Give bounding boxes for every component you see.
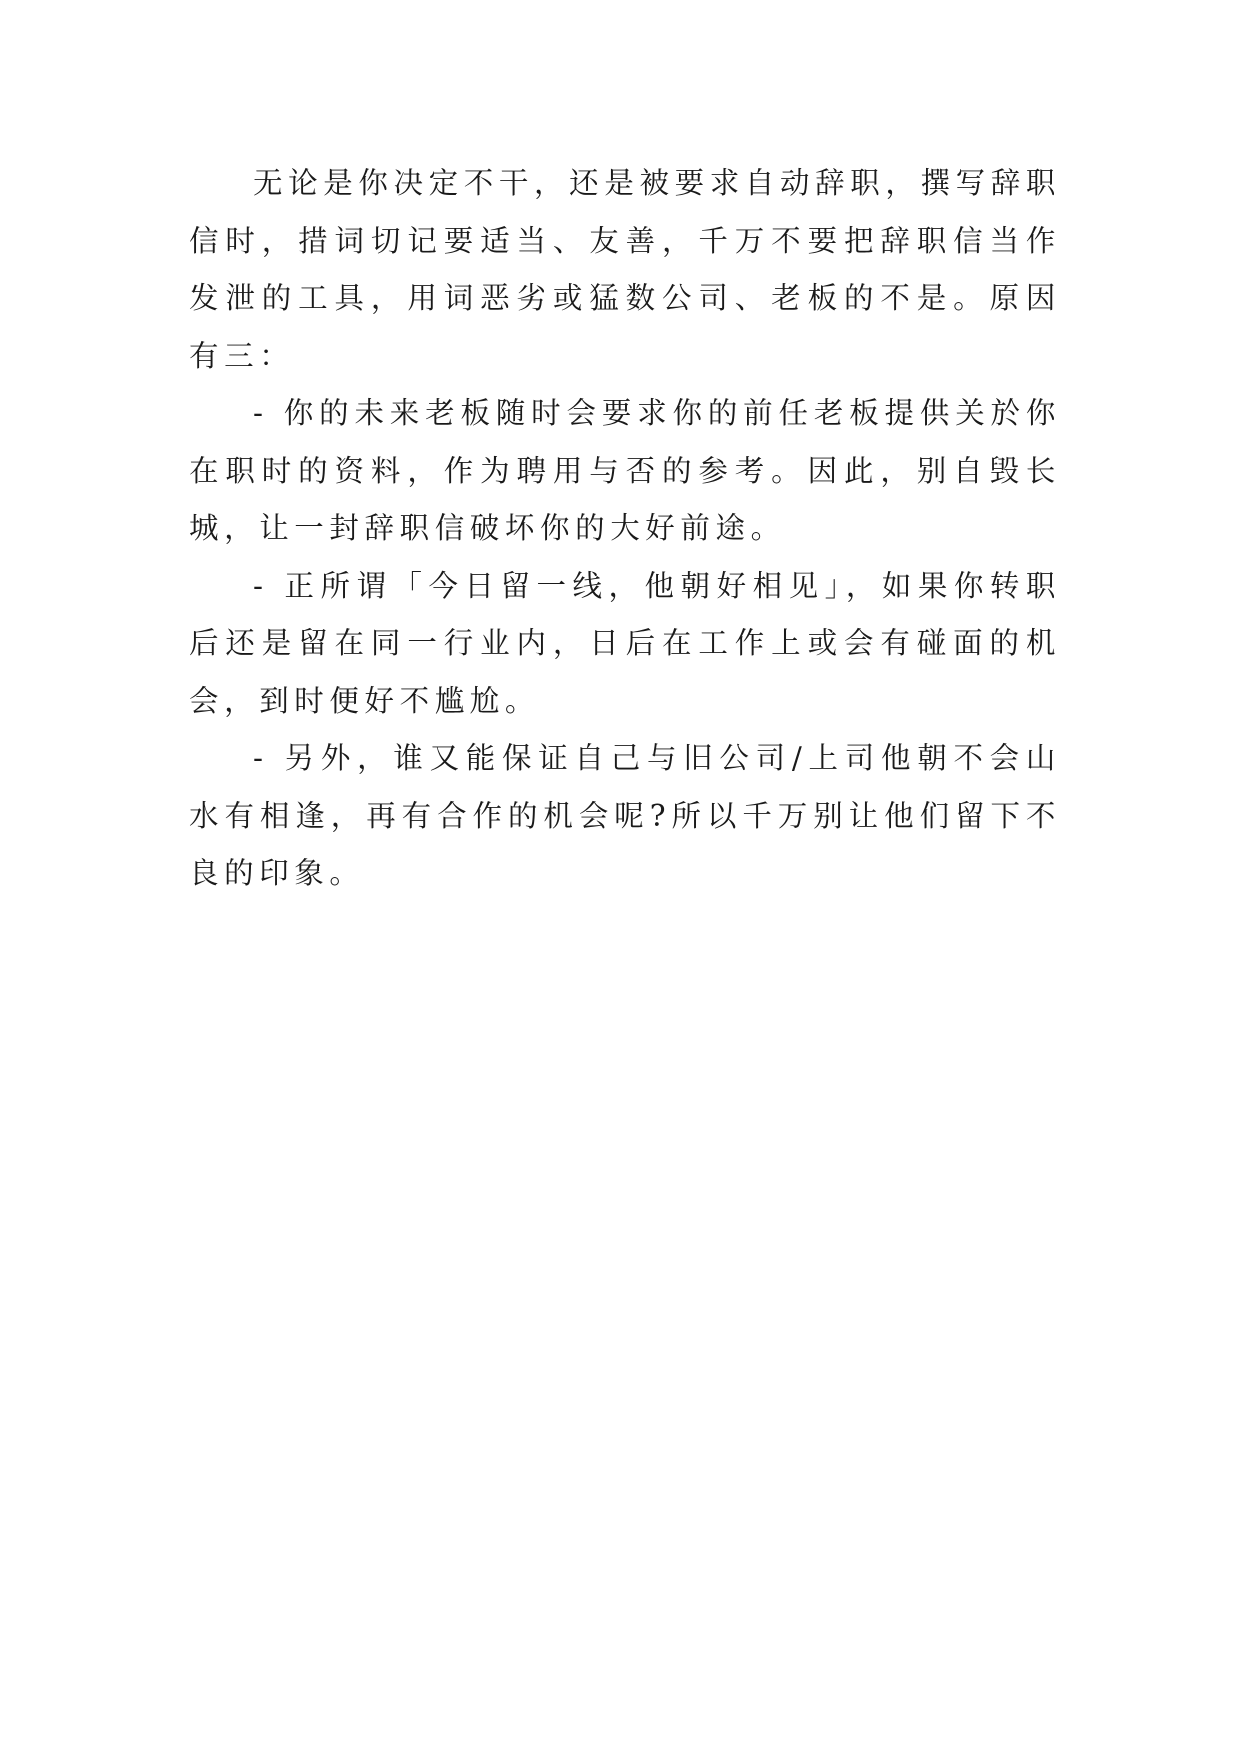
paragraph-reason-2: - 正所谓「今日留一线，他朝好相见」，如果你转职后还是留在同一行业内，日后在工作上或会有碰面的机会，到时便好不尴尬。 <box>189 568 1061 718</box>
paragraph-reason-3: - 另外，谁又能保证自己与旧公司/上司他朝不会山水有相逢，再有合作的机会呢?所以千万别让他们留下不良的印象。 <box>189 741 1061 890</box>
paragraph-intro: 无论是你决定不干，还是被要求自动辞职，撰写辞职信时，措词切记要适当、友善，千万不要把辞职信当作发泄的工具，用词恶劣或猛数公司、老板的不是。原因有三： <box>189 166 1061 373</box>
document-body <box>189 155 1061 903</box>
paragraph-reason-1: - 你的未来老板随时会要求你的前任老板提供关於你在职时的资料，作为聘用与否的参考。因此，别自毁长城，让一封辞职信破坏你的大好前途。 <box>189 396 1061 545</box>
